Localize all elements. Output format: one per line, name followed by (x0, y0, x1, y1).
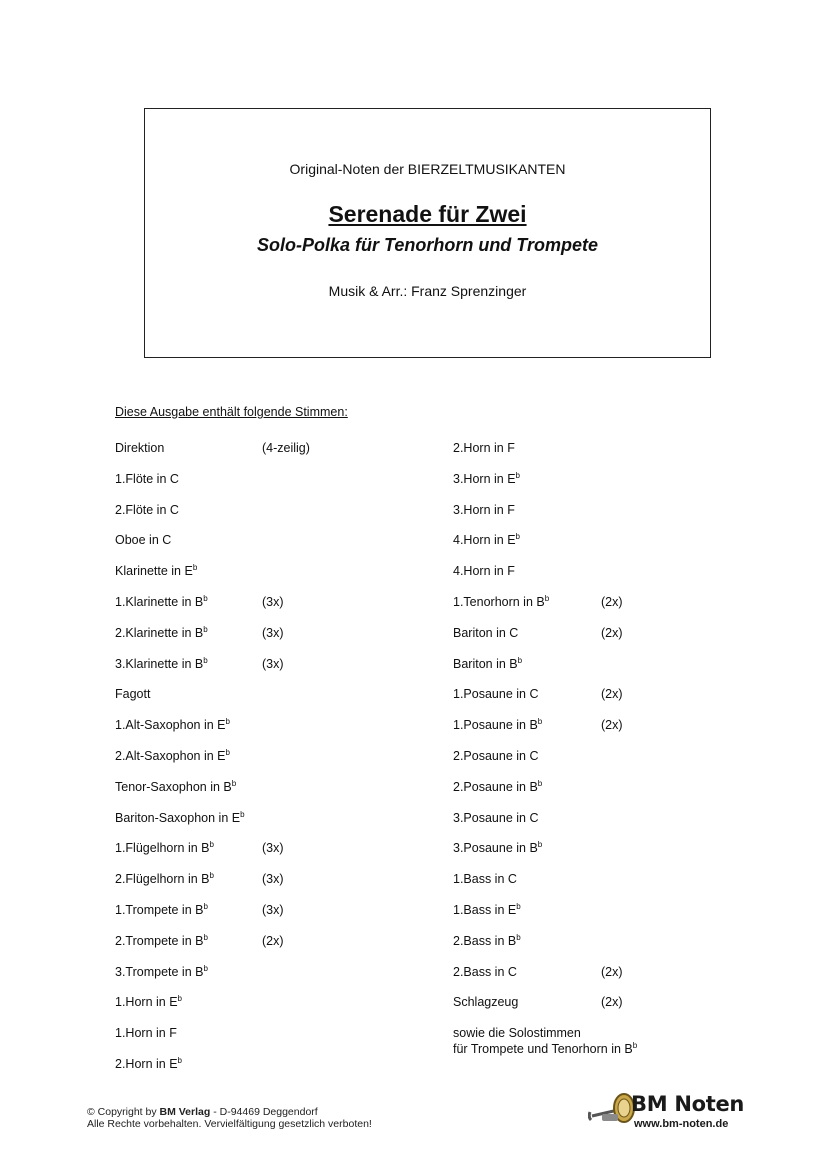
part-name-text: 1.Tenorhorn in B (453, 594, 545, 609)
part-row (453, 686, 783, 717)
part-row (115, 933, 445, 964)
flat-sign: b (177, 994, 182, 1004)
part-name (115, 810, 245, 826)
flat-sign: b (517, 655, 523, 665)
part-row (453, 563, 783, 594)
part-name (115, 502, 179, 518)
part-name-text: 1.Horn in F (115, 1026, 177, 1041)
part-name (453, 933, 521, 949)
part-name (453, 686, 538, 702)
part-row (453, 502, 783, 533)
part-name-text: 2.Horn in E (115, 1056, 178, 1071)
part-name (115, 902, 208, 918)
part-row (115, 779, 445, 810)
part-count: (3x) (262, 902, 284, 917)
part-row (453, 748, 783, 779)
part-row (115, 563, 445, 594)
part-row (115, 748, 445, 779)
part-name-text: 2.Horn in F (453, 441, 515, 455)
flat-sign: b (209, 840, 214, 850)
page-title (145, 201, 710, 228)
part-row (453, 625, 783, 656)
part-name (115, 563, 197, 579)
part-name-text: Bariton in C (453, 625, 519, 640)
part-name (115, 779, 236, 795)
part-name (453, 532, 520, 548)
solo-note-line1: sowie die Solostimmen (453, 1026, 581, 1041)
part-name (115, 717, 230, 733)
part-name-text: 2.Bass in B (453, 933, 517, 948)
part-name-text: 2.Posaune in C (453, 748, 539, 763)
publisher-line: Original-Noten der BIERZELTMUSIKANTEN (289, 161, 566, 177)
part-name-text: Tenor-Saxophon in B (115, 779, 232, 794)
part-row (115, 871, 445, 902)
part-name (115, 840, 214, 856)
part-name-text: 1.Flügelhorn in B (115, 841, 210, 856)
part-name (453, 871, 517, 887)
part-name (115, 1025, 177, 1041)
part-name-text: 4.Horn in E (453, 533, 516, 548)
part-name (453, 471, 520, 487)
part-name (453, 779, 542, 795)
part-name (453, 994, 518, 1010)
flat-sign: b (177, 1055, 182, 1065)
publisher-name: BM Verlag (159, 1106, 211, 1118)
copyright-prefix: © Copyright by (87, 1106, 160, 1118)
part-count: (2x) (601, 964, 623, 979)
part-row (453, 810, 783, 841)
title-box (144, 108, 711, 358)
part-name (453, 625, 518, 641)
part-name-text: 3.Trompete in B (115, 964, 204, 979)
parts-list-right (453, 440, 783, 1056)
part-name (453, 440, 515, 456)
flat-sign: b (516, 932, 521, 942)
part-row (115, 1025, 445, 1056)
tuba-icon (588, 1090, 636, 1130)
flat-sign: b (537, 778, 543, 788)
flat-sign: b (203, 624, 208, 634)
part-name-text: 1.Alt-Saxophon in E (115, 718, 226, 733)
flat-sign: b (203, 932, 208, 942)
part-name (115, 994, 182, 1010)
part-row (453, 440, 783, 471)
part-row (115, 625, 445, 656)
part-name (115, 440, 164, 456)
part-row (453, 656, 783, 687)
part-count: (2x) (601, 594, 623, 609)
part-name (453, 810, 538, 826)
part-name-text: 2.Klarinette in B (115, 625, 204, 640)
part-count: (3x) (262, 872, 284, 887)
part-count: (4-zeilig) (262, 441, 310, 455)
part-row (115, 656, 445, 687)
flat-sign: b (231, 778, 237, 788)
part-name-text: 1.Horn in E (115, 995, 178, 1010)
flat-sign: b (203, 593, 208, 603)
solo-note (453, 1025, 783, 1056)
part-count: (2x) (601, 718, 623, 733)
part-name (453, 563, 515, 579)
part-name-text: 2.Alt-Saxophon in E (115, 748, 226, 763)
flat-sign: b (537, 717, 543, 727)
part-name (453, 656, 522, 672)
part-row (115, 440, 445, 471)
part-name-text: 2.Flügelhorn in B (115, 872, 210, 887)
flat-sign: b (203, 655, 208, 665)
part-name-text: 3.Horn in F (453, 502, 515, 517)
part-name (115, 471, 179, 487)
part-count: (2x) (601, 625, 623, 640)
part-name-text: Direktion (115, 441, 165, 455)
flat-sign: b (225, 747, 230, 757)
part-name-text: Klarinette in E (115, 564, 193, 579)
flat-sign: b (240, 809, 245, 819)
part-row (453, 717, 783, 748)
part-name-text: 1.Bass in E (453, 902, 517, 917)
flat-sign: b (192, 563, 198, 573)
part-name (453, 964, 517, 980)
bm-noten-logo (588, 1088, 748, 1132)
part-row (115, 810, 445, 841)
flat-sign: b (516, 901, 521, 911)
flat-sign: b (544, 593, 550, 603)
copyright-line (87, 1106, 372, 1118)
part-row (453, 594, 783, 625)
copyright-suffix: - D-94469 Deggendorf (210, 1106, 318, 1118)
parts-heading: Diese Ausgabe enthält folgende Stimmen: (115, 405, 348, 419)
part-name-text: 1.Posaune in B (453, 718, 538, 733)
part-count: (2x) (601, 687, 623, 702)
part-count: (3x) (262, 841, 284, 856)
part-name-text: Bariton-Saxophon in E (115, 810, 241, 825)
part-name (453, 594, 549, 610)
part-row (115, 1056, 445, 1087)
part-count: (3x) (262, 625, 284, 640)
part-name-text: 1.Klarinette in B (115, 594, 204, 609)
part-name (453, 717, 542, 733)
part-name-text: 3.Posaune in B (453, 841, 538, 856)
part-name (115, 532, 171, 548)
part-row (453, 871, 783, 902)
part-name-text: 1.Bass in C (453, 872, 517, 887)
solo-note-line2: für Trompete und Tenorhorn in B (453, 1042, 633, 1057)
part-row (453, 779, 783, 810)
part-count: (3x) (262, 594, 284, 609)
part-row (115, 594, 445, 625)
part-name (453, 902, 521, 918)
part-name (115, 625, 208, 641)
part-row (115, 840, 445, 871)
part-name-text: 3.Klarinette in B (115, 656, 204, 671)
flat-sign: b (515, 470, 520, 480)
part-name-text: 3.Posaune in C (453, 810, 539, 825)
part-name-text: 3.Horn in E (453, 471, 516, 486)
part-name-text: 1.Flöte in C (115, 471, 179, 486)
page-subtitle: Solo-Polka für Tenorhorn und Trompete (256, 235, 598, 255)
part-name (115, 1056, 182, 1072)
part-row (453, 994, 783, 1025)
logo-text: BM Noten (631, 1092, 745, 1116)
flat-sign: b (203, 963, 208, 973)
part-row (453, 840, 783, 871)
part-name-text: 2.Posaune in B (453, 779, 538, 794)
part-name (115, 933, 208, 949)
title-text: Serenade für Zwei (328, 201, 527, 227)
part-row (115, 717, 445, 748)
part-count: (2x) (601, 995, 623, 1010)
part-name (115, 748, 230, 764)
part-name-text: Schlagzeug (453, 995, 519, 1010)
part-name-text: Bariton in B (453, 656, 518, 671)
flat-sign: b (632, 1041, 638, 1051)
part-name-text: Oboe in C (115, 533, 172, 548)
part-row (115, 686, 445, 717)
part-count: (3x) (262, 656, 284, 671)
part-name (115, 686, 150, 702)
part-row (115, 964, 445, 995)
part-name-text: 4.Horn in F (453, 564, 515, 579)
part-row (115, 532, 445, 563)
part-row (115, 994, 445, 1025)
part-name-text: Fagott (115, 687, 151, 702)
part-name-text: 2.Flöte in C (115, 502, 179, 517)
flat-sign: b (203, 901, 208, 911)
parts-list-left (115, 440, 445, 1087)
part-name-text: 2.Trompete in B (115, 933, 204, 948)
part-row (453, 532, 783, 563)
part-row (453, 964, 783, 995)
rights-line: Alle Rechte vorbehalten. Vervielfältigung gesetzlich verboten! (87, 1118, 372, 1130)
part-name (453, 748, 538, 764)
part-row (453, 933, 783, 964)
part-row (115, 471, 445, 502)
part-row (453, 471, 783, 502)
logo-url[interactable]: www.bm-noten.de (634, 1118, 729, 1130)
part-name (115, 594, 208, 610)
part-name-text: 1.Posaune in C (453, 687, 539, 702)
part-row (453, 902, 783, 933)
part-name-text: 2.Bass in C (453, 964, 517, 979)
part-name (115, 964, 208, 980)
part-row (115, 502, 445, 533)
flat-sign: b (537, 840, 543, 850)
part-name-text: 1.Trompete in B (115, 902, 204, 917)
flat-sign: b (209, 871, 214, 881)
credits: Musik & Arr.: Franz Sprenzinger (328, 283, 527, 299)
flat-sign: b (515, 532, 520, 542)
part-name (115, 656, 208, 672)
part-name (453, 502, 515, 518)
part-row (115, 902, 445, 933)
flat-sign: b (225, 717, 230, 727)
copyright-footer (87, 1106, 372, 1130)
part-count: (2x) (262, 933, 284, 948)
part-name (115, 871, 214, 887)
part-name (453, 840, 542, 856)
